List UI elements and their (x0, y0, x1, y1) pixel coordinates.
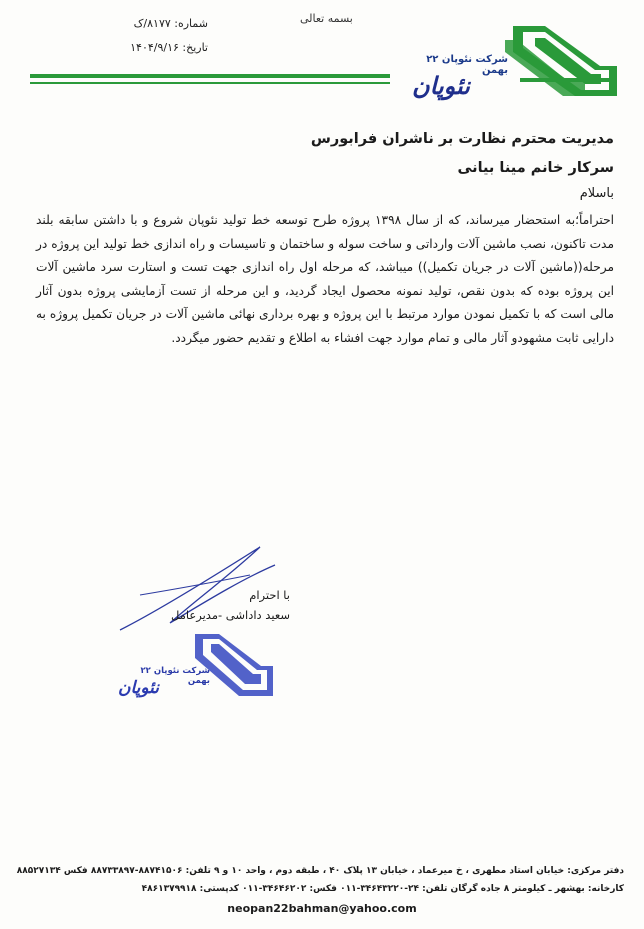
stamp-brand-wordmark: نئوپان (118, 678, 160, 698)
header-rule-right (520, 78, 612, 82)
addressee-line-2: سرکار خانم مینا بیانی (457, 160, 614, 176)
letter-number: شماره: ۸۱۷۷/ک (133, 17, 208, 30)
signature-closing: با احترام (249, 588, 290, 602)
signature-signer: سعید داداشی -مدیرعامل (171, 608, 290, 622)
letter-date: تاریخ: ۱۴۰۴/۹/۱۶ (130, 41, 208, 54)
stamp-company-name: شرکت نئوپان ۲۲ بهمن (140, 666, 210, 686)
signature-block (110, 585, 290, 625)
bismillah-heading: بسمه تعالی (300, 12, 353, 25)
company-stamp-icon (185, 630, 275, 700)
header-rule-bottom (30, 82, 390, 84)
company-name: شرکت نئوپان ۲۲ بهمن (426, 54, 508, 76)
letter-meta (88, 12, 208, 60)
salutation: باسلام (579, 186, 614, 201)
footer-factory-address: کارخانه: بهشهر ـ کیلومتر ۸ جاده گرگان تلفن: ۲۴-۳۴۶۴۳۲۲۰-۰۱۱ فکس: ۳۴۶۴۶۲۰۲-۰۱۱ کدپستی: ۴۸۶۱۳۷۹۹۱۸ (141, 884, 624, 894)
brand-wordmark: نئوپان (412, 72, 470, 100)
footer-email[interactable]: neopan22bahman@yahoo.com (227, 902, 417, 915)
footer-office-address: دفتر مرکزی: خیابان استاد مطهری ، خ میرعماد ، خیابان ۱۳ پلاک ۴۰ ، طبقه دوم ، واحد ۱۰ و ۹ تلفن: ۸۸۷۴۱۵۰۶-۸۸۷۳۳۸۹۷ فکس ۸۸۵۲۷۱۳۴ (16, 866, 624, 876)
letter-body: احتراماً؛به استحضار میرساند، که از سال ۱۳۹۸ پروژه طرح توسعه خط تولید نئوپان شروع و با داشتن سابقه بلند مدت تاکنون، نصب ماشین آلات وارداتی و ساخت سوله و ساختمان و تاسیسات و راه اندازی خط تولید این پروژه در مرحله((ماشین آلات در جریان تکمیل)) میباشد، که مرحله اول راه اندازی جهت تست و استارت سرد ماشین آلات این پروژه بوده که بدون نقص، تولید نمونه محصول ایجاد گردید، و این مرحله از تست آزمایشی پروژه بدون آثار مالی است که با تکمیل نمودن موارد مرتبط با این پروژه و بهره برداری نهائی ماشین آلات در جریان تکمیل پروژه به دارایی ثابت مشهودو آثار مالی و تمام موارد جهت افشاء به اطلاع و تقدیم حضور میگردد. (36, 213, 615, 345)
header-rule-top (30, 74, 390, 78)
addressee-line-1: مدیریت محترم نظارت بر ناشران فرابورس (310, 131, 614, 147)
footer-divider (10, 845, 634, 846)
